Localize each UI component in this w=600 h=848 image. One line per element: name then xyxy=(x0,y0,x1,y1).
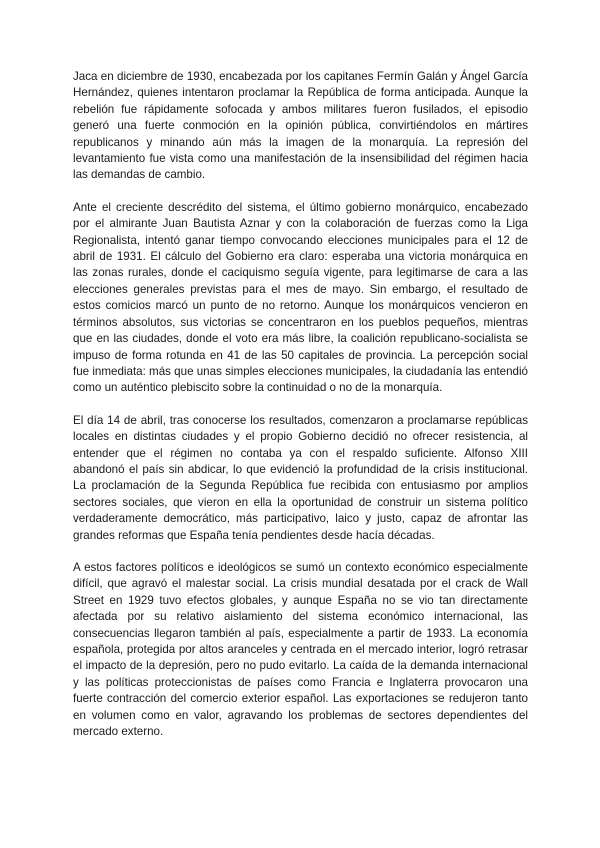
body-text xyxy=(73,69,528,756)
paragraph-1: Jaca en diciembre de 1930, encabezada por los capitanes Fermín Galán y Ángel García Hernández, quienes intentaron proclamar la República de forma anticipada. Aunque la rebelión fue rápidamente sofocada y ambos militares fueron fusilados, el episodio generó una fuerte conmoción en la opinión pública, convirtiéndolos en mártires republicanos y minando aún más la imagen de la monarquía. La represión del levantamiento fue vista como una manifestación de la insensibilidad del régimen hacia las demandas de cambio. xyxy=(73,70,528,182)
paragraph-3: El día 14 de abril, tras conocerse los resultados, comenzaron a proclamarse repúblicas locales en distintas ciudades y el propio Gobierno decidió no ofrecer resistencia, al entender que el régimen no contaba ya con el respaldo suficiente. Alfonso XIII abandonó el país sin abdicar, lo que evidenció la profundidad de la crisis institucional. La proclamación de la Segunda República fue recibida con entusiasmo por amplios sectores sociales, que vieron en ella la oportunidad de construir un sistema político verdaderamente democrático, más participativo, laico y justo, capaz de afrontar las grandes reformas que España tenía pendientes desde hacía décadas. xyxy=(73,413,528,542)
paragraph-4: A estos factores políticos e ideológicos se sumó un contexto económico especialmente difícil, que agravó el malestar social. La crisis mundial desatada por el crack de Wall Street en 1929 tuvo efectos globales, y aunque España no se vio tan directamente afectada por su relativo aislamiento del sistema económico internacional, las consecuencias llegaron también al país, especialmente a partir de 1933. La economía española, protegida por altos aranceles y centrada en el mercado interior, logró retrasar el impacto de la depresión, pero no pudo evitarlo. La caída de la demanda internacional y las políticas proteccionistas de países como Francia e Inglaterra provocaron una fuerte contracción del comercio exterior español. Las exportaciones se redujeron tanto en volumen como en valor, agravando los problemas de sectores dependientes del mercado externo. xyxy=(73,560,528,739)
paragraph-2: Ante el creciente descrédito del sistema, el último gobierno monárquico, encabezado por el almirante Juan Bautista Aznar y con la colaboración de fuerzas como la Liga Regionalista, intentó ganar tiempo convocando elecciones municipales para el 12 de abril de 1931. El cálculo del Gobierno era claro: esperaba una victoria monárquica en las zonas rurales, donde el caciquismo seguía vigente, para legitimarse de cara a las elecciones generales previstas para el mes de mayo. Sin embargo, el resultado de estos comicios marcó un punto de no retorno. Aunque los monárquicos vencieron en términos absolutos, sus victorias se concentraron en los pueblos pequeños, mientras que en las ciudades, donde el voto era más libre, la coalición republicano-socialista se impuso de forma rotunda en 41 de las 50 capitales de provincia. La percepción social fue inmediata: más que unas simples elecciones municipales, la ciudadanía las entendió como un auténtico plebiscito sobre la continuidad o no de la monarquía. xyxy=(73,200,529,395)
